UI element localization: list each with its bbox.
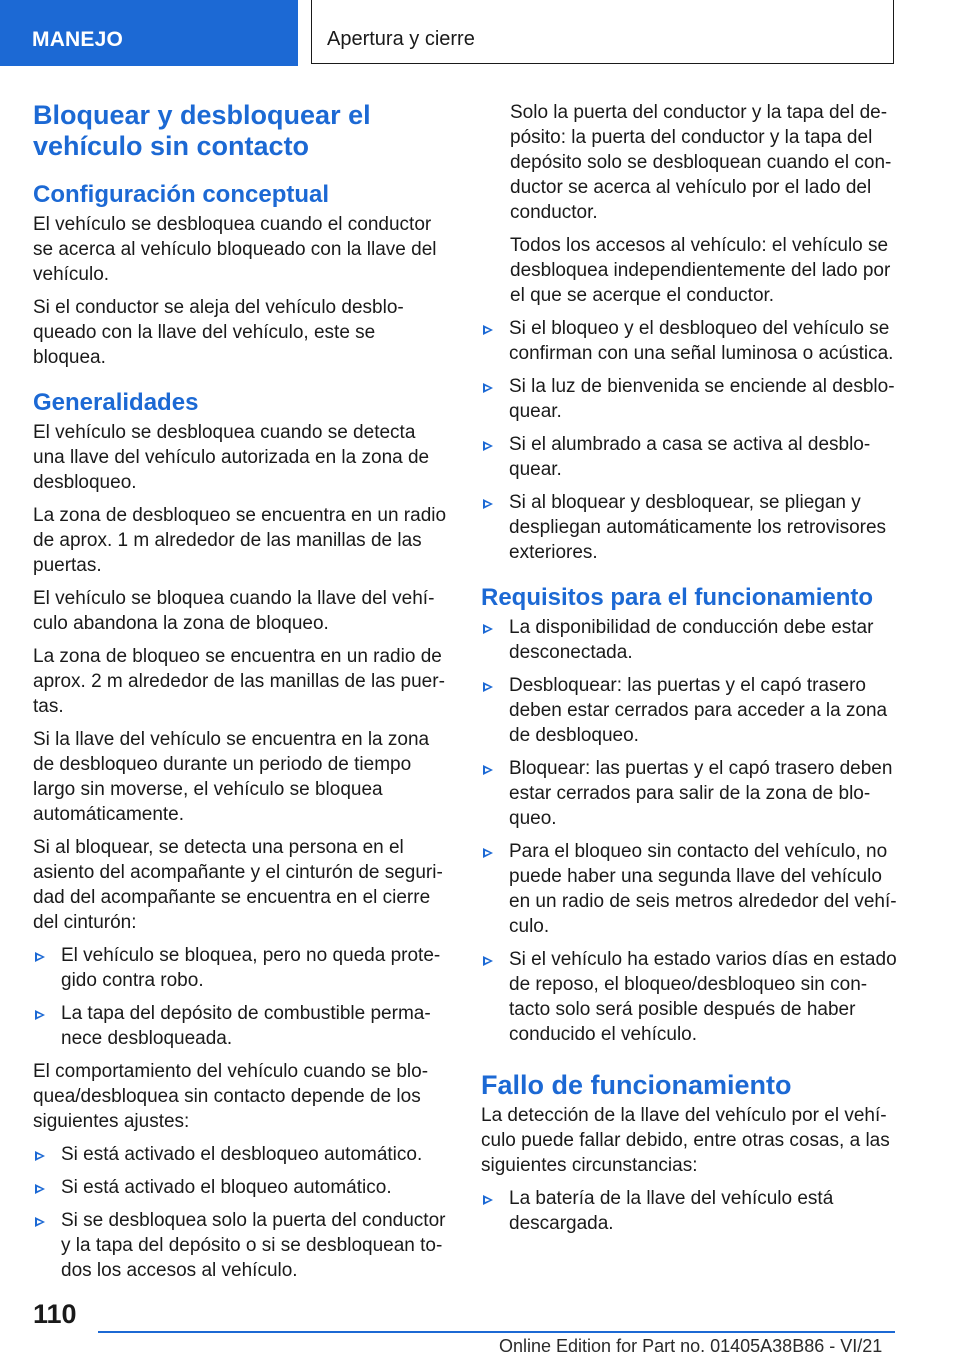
paragraph: El comportamiento del vehículo cuando se bloquea/desbloquea sin contacto depende de los siguientes ajustes: bbox=[33, 1061, 429, 1132]
paragraph: Si el conductor se aleja del vehículo desbloqueado con la llave del vehículo, este se bloquea. bbox=[33, 297, 404, 368]
list-item: Si el vehículo ha estado varios días en estado de reposo, el bloqueo/desbloqueo sin contacto solo será posible después de haber conducido el vehículo. bbox=[481, 947, 901, 1047]
list-item: El vehículo se bloquea, pero no queda protegido contra robo. bbox=[33, 943, 451, 993]
page-header bbox=[0, 0, 960, 66]
bullet-list bbox=[481, 1186, 901, 1236]
paragraph: El vehículo se bloquea cuando la llave del vehículo abandona la zona de bloqueo. bbox=[33, 588, 435, 634]
malfunction-heading: Fallo de funcionamiento bbox=[481, 1070, 792, 1100]
list-item: Si la luz de bienvenida se enciende al desbloquear. bbox=[481, 374, 901, 424]
footer-edition: Online Edition for Part no. 01405A38B86 - VI/21 bbox=[499, 1336, 883, 1356]
list-item: Para el bloqueo sin contacto del vehículo, no puede haber una segunda llave del vehículo en un radio de seis metros alrededor del vehículo. bbox=[481, 839, 901, 939]
requirements-heading: Requisitos para el funcionamiento bbox=[481, 584, 874, 611]
paragraph: El vehículo se desbloquea cuando el conductor se acerca al vehículo bloqueado con la llave del vehículo. bbox=[33, 214, 437, 285]
paragraph: La zona de bloqueo se encuentra en un radio de aprox. 2 m alrededor de las manillas de las puertas. bbox=[33, 646, 445, 717]
list-item: Si está activado el desbloqueo automático. bbox=[33, 1142, 451, 1167]
paragraph: La detección de la llave del vehículo por el vehículo puede fallar debido, entre otras cosas, a las siguientes circunstancias: bbox=[481, 1105, 890, 1176]
list-item: La batería de la llave del vehículo está descargada. bbox=[481, 1186, 901, 1236]
general-heading: Generalidades bbox=[33, 389, 199, 416]
page-title: Bloquear y desbloquear el vehículo sin contacto bbox=[33, 100, 371, 161]
list-item: Si el bloqueo y el desbloqueo del vehículo se confirman con una señal luminosa o acústica. bbox=[481, 316, 901, 366]
list-item: Si se desbloquea solo la puerta del conductor y la tapa del depósito o si se desbloquean todos los accesos al vehículo. bbox=[33, 1208, 451, 1283]
chapter-title: Apertura y cierre bbox=[311, 0, 894, 64]
list-item: La disponibilidad de conducción debe estar desconectada. bbox=[481, 615, 901, 665]
footer-divider bbox=[98, 1331, 895, 1333]
indented-paragraph: Solo la puerta del conductor y la tapa del depósito: la puerta del conductor y la tapa del depósito solo se desbloquean cuando el conductor se acerca al vehículo por el lado del conductor. bbox=[510, 102, 892, 223]
paragraph: Si al bloquear, se detecta una persona en el asiento del acompañante y el cinturón de seguridad del acompañante se encuentra en el cierre del cinturón: bbox=[33, 837, 443, 933]
section-tab: MANEJO bbox=[0, 0, 298, 66]
list-item: Si el alumbrado a casa se activa al desbloquear. bbox=[481, 432, 901, 482]
indented-paragraph: Todos los accesos al vehículo: el vehículo se desbloquea independientemente del lado por el que se acerque el conductor. bbox=[510, 235, 891, 306]
paragraph: Si la llave del vehículo se encuentra en la zona de desbloqueo durante un periodo de tiempo largo sin moverse, el vehículo se bloquea automáticamente. bbox=[33, 729, 430, 825]
bullet-list bbox=[33, 1142, 451, 1283]
bullet-list bbox=[33, 943, 451, 1051]
paragraph: El vehículo se desbloquea cuando se detecta una llave del vehículo autorizada en la zona de desbloqueo. bbox=[33, 422, 430, 493]
left-column bbox=[33, 100, 451, 1291]
paragraph: La zona de desbloqueo se encuentra en un radio de aprox. 1 m alrededor de las manillas de las puertas. bbox=[33, 505, 447, 576]
bullet-list bbox=[481, 615, 901, 1047]
right-column bbox=[481, 100, 901, 1244]
list-item: Bloquear: las puertas y el capó trasero deben estar cerrados para salir de la zona de bloqueo. bbox=[481, 756, 901, 831]
bullet-list bbox=[481, 316, 901, 565]
list-item: Desbloquear: las puertas y el capó trasero deben estar cerrados para acceder a la zona de desbloqueo. bbox=[481, 673, 901, 748]
concept-heading: Configuración conceptual bbox=[33, 181, 330, 208]
list-item: La tapa del depósito de combustible permanece desbloqueada. bbox=[33, 1001, 451, 1051]
list-item: Si está activado el bloqueo automático. bbox=[33, 1175, 451, 1200]
list-item: Si al bloquear y desbloquear, se pliegan y despliegan automáticamente los retrovisores exteriores. bbox=[481, 490, 901, 565]
page-number: 110 bbox=[33, 1299, 77, 1329]
